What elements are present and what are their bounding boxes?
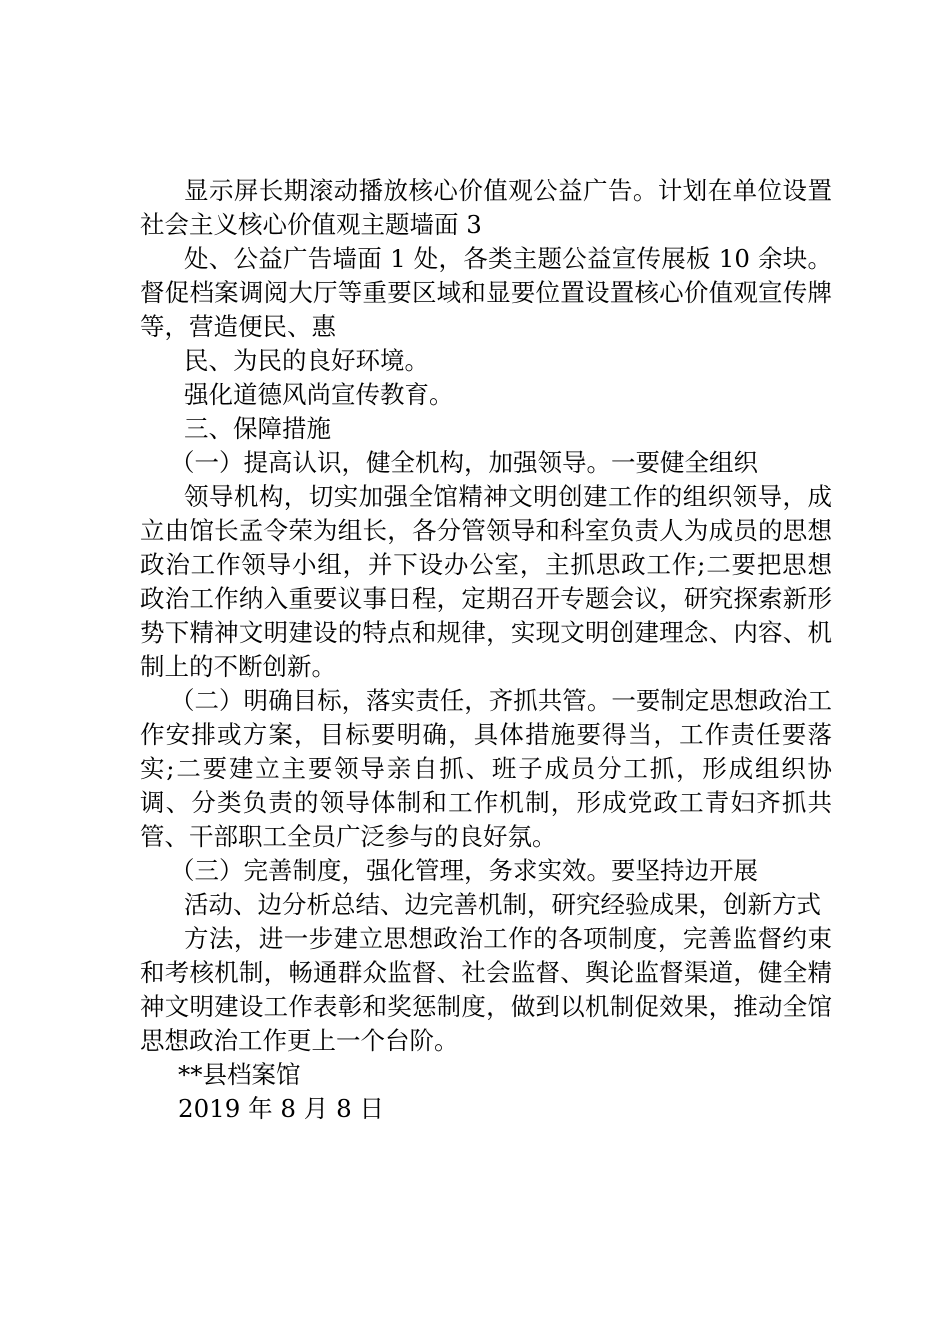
paragraph-6: （二）明确目标，落实责任，齐抓共管。一要制定思想政治工作安排或方案，目标要明确，具体措施要得当，工作责任要落实;二要建立主要领导亲自抓、班子成员分工抓，形成组织协调、分类负责的领导体制和工作机制，形成党政工青妇齐抓共管、干部职工全员广泛参与的良好氛。 <box>140 686 832 851</box>
paragraph-8: 方法，进一步建立思想政治工作的各项制度，完善监督约束和考核机制，畅通群众监督、社会监督、舆论监督渠道，健全精神文明建设工作表彰和奖惩制度，做到以机制促效果，推动全馆思想政治工作更上一个台阶。 <box>140 924 832 1055</box>
paragraph-2: 处、公益广告墙面 1 处，各类主题公益宣传展板 10 余块。督促档案调阅大厅等重要区域和显要位置设置核心价值观宣传牌等，营造便民、惠 <box>140 244 832 341</box>
paragraph-3: 民、为民的良好环境。 <box>184 346 429 375</box>
paragraph-4: 强化道德风尚宣传教育。 <box>184 380 454 409</box>
signature-date: 2019 年 8 月 8 日 <box>178 1094 384 1123</box>
paragraph-5: 领导机构，切实加强全馆精神文明创建工作的组织领导，成立由馆长孟令荣为组长，各分管领导和科室负责人为成员的思想政治工作领导小组，并下设办公室，主抓思政工作;二要把思想政治工作纳入重要议事日程，定期召开专题会议，研究探索新形势下精神文明建设的特点和规律，实现文明创建理念、内容、机制上的不断创新。 <box>140 482 832 681</box>
signature-organization: **县档案馆 <box>178 1060 301 1089</box>
subheading-1: （一）提高认识，健全机构，加强领导。一要健全组织 <box>170 448 758 477</box>
document-body <box>140 174 832 1126</box>
subheading-3: （三）完善制度，强化管理，务求实效。要坚持边开展 <box>170 856 758 885</box>
paragraph-7: 活动、边分析总结、边完善机制，研究经验成果，创新方式 <box>184 890 821 919</box>
paragraph-1: 显示屏长期滚动播放核心价值观公益广告。计划在单位设置社会主义核心价值观主题墙面 3 <box>140 176 832 239</box>
section-heading-3: 三、保障措施 <box>184 414 331 443</box>
